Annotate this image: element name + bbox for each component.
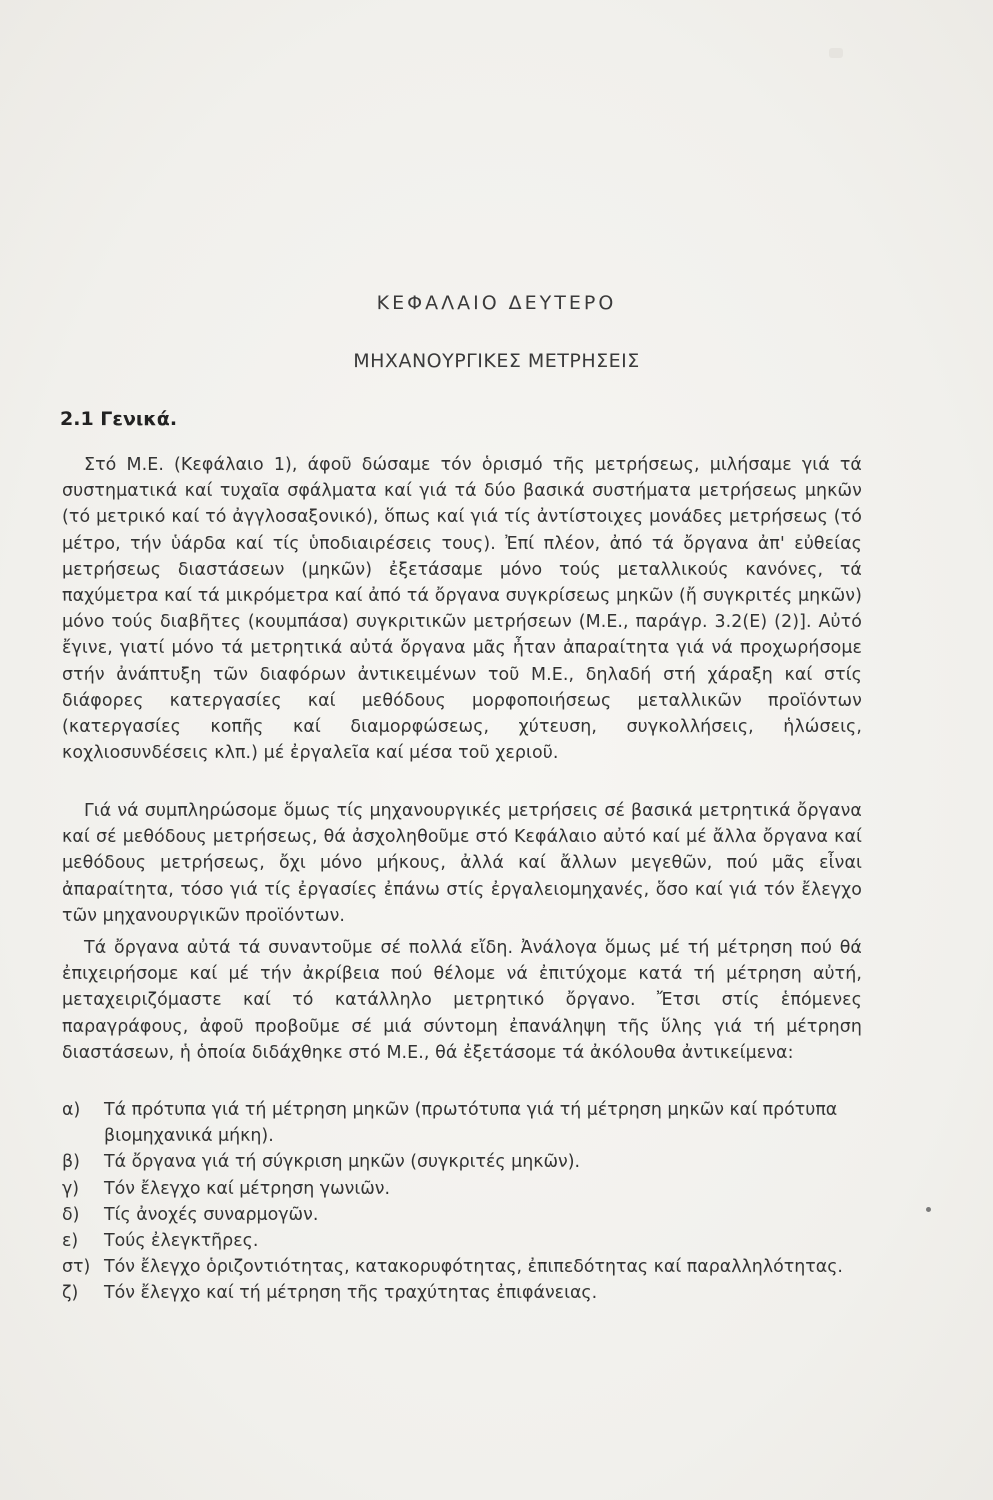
- paragraph-3: Τά ὄργανα αὐτά τά συναντοῦμε σέ πολλά εἴδη. Ἀνάλογα ὅμως μέ τή μέτρηση πού θά ἐπιχειρήσομε καί μέ τήν ἀκρίβεια πού θέλομε νά ἐπιτύχομε κατά τή μέτρηση αὐτή, μεταχειριζόμαστε καί τό κατάλληλο μετρητικό ὄργανο. Ἔτσι στίς ἑπόμενες παραγράφους, ἀφοῦ προβοῦμε σέ μιά σύντομη ἐπανάληψη τῆς ὕλης γιά τή μέτρηση διαστάσεων, ἡ ὁποία διδάχθηκε στό Μ.Ε., θά ἐξετάσομε τά ἀκόλουθα ἀντικείμενα:: [62, 938, 862, 1063]
- body-paragraph: [62, 798, 862, 929]
- list-item: [62, 1149, 862, 1175]
- section-heading: 2.1 Γενικά.: [60, 408, 178, 430]
- list-marker: α): [62, 1100, 81, 1120]
- list-marker: στ): [62, 1257, 91, 1278]
- chapter-title: ΜΗΧΑΝΟΥΡΓΙΚΕΣ ΜΕΤΡΗΣΕΙΣ: [353, 350, 640, 372]
- list-item-text: Τόν ἔλεγχο ὁριζοντιότητας, κατακορυφότητας, ἐπιπεδότητας καί παραλληλότητας.: [104, 1257, 843, 1278]
- body-paragraph: [62, 935, 862, 1066]
- list-marker: ε): [62, 1231, 79, 1252]
- list-item-text: Τά ὄργανα γιά τή σύγκριση μηκῶν (συγκριτές μηκῶν).: [104, 1152, 581, 1173]
- topic-list: [62, 1097, 862, 1307]
- paragraph-1: Στό Μ.Ε. (Κεφάλαιο 1), άφοῦ δώσαμε τόν ὁρισμό τῆς μετρήσεως, μιλήσαμε γιά τά συστηματικά καί τυχαῖα σφάλματα καί γιά τά δύο βασικά συστήματα μετρήσεως μηκῶν (τό μετρικό καί τό ἀγγλοσαξονικό), ὅπως καί γιά τίς ἀντίστοιχες μονάδες μετρήσεως (τό μέτρο, τήν ὑάρδα καί τίς ὑποδιαιρέσεις τους). Ἐπί πλέον, ἀπό τά ὄργανα ἀπ' εὐθείας μετρήσεως διαστάσεων (μηκῶν) ἐξετάσαμε μόνο τούς μεταλλικούς κανόνες, τά παχύμετρα καί τά μικρόμετρα καί ἀπό τά ὄργανα συγκρίσεως μηκῶν (ἤ συγκριτές μηκῶν) μόνο τούς διαβῆτες (κουμπάσα) συγκριτικῶν μετρήσεων (Μ.Ε., παράγρ. 3.2(Ε) (2)]. Αὐτό ἔγινε, γιατί μόνο τά μετρητικά αὐτά ὄργανα μᾶς ἦταν ἀπαραίτητα γιά νά προχωρήσομε στήν ἀνάπτυξη τῶν διαφόρων ἀντικειμένων τοῦ Μ.Ε., δηλαδή στή χάραξη καί στίς διάφορες κατεργασίες καί μεθόδους μορφοποιήσεως μεταλλικῶν προϊόντων (κατεργασίες κοπῆς καί διαμορφώσεως, χύτευση, συγκολλήσεις, ἡλώσεις, κοχλιοσυνδέσεις κλπ.) μέ ἐργαλεῖα καί μέσα τοῦ χεριοῦ.: [62, 455, 862, 764]
- list-item: [62, 1228, 862, 1254]
- list-item-text: Τούς ἐλεγκτῆρες.: [104, 1231, 259, 1252]
- list-item: [62, 1280, 862, 1306]
- list-marker: δ): [62, 1204, 80, 1225]
- list-marker: ζ): [62, 1283, 79, 1304]
- chapter-label: ΚΕΦΑΛΑΙΟ ΔΕΥΤΕΡΟ: [376, 292, 617, 314]
- body-paragraph: [62, 452, 862, 766]
- scan-dust-dot: [926, 1207, 931, 1212]
- list-item: [62, 1202, 862, 1228]
- list-marker: γ): [62, 1178, 80, 1199]
- list-item: [62, 1097, 862, 1149]
- list-item: [62, 1176, 862, 1202]
- list-item-text: Τά πρότυπα γιά τή μέτρηση μηκῶν (πρωτότυπα γιά τή μέτρηση μηκῶν καί πρότυπα βιομηχανικά μήκη).: [104, 1100, 838, 1147]
- list-item-text: Τίς ἀνοχές συναρμογῶν.: [104, 1204, 319, 1225]
- scan-artifact: [829, 48, 843, 58]
- list-item-text: Τόν ἔλεγχο καί τή μέτρηση τῆς τραχύτητας ἐπιφάνειας.: [104, 1283, 598, 1304]
- paragraph-2: Γιά νά συμπληρώσομε ὅμως τίς μηχανουργικές μετρήσεις σέ βασικά μετρητικά ὄργανα καί σέ μεθόδους μετρήσεως, θά ἀσχοληθοῦμε στό Κεφάλαιο αὐτό καί μέ ἄλλα ὄργανα καί μεθόδους μετρήσεως, ὄχι μόνο μήκους, ἀλλά καί ἄλλων μεγεθῶν, πού μᾶς εἶναι ἀπαραίτητα, τόσο γιά τίς ἐργασίες ἐπάνω στίς ἐργαλειομηχανές, ὅσο καί γιά τόν ἔλεγχο τῶν μηχανουργικῶν προϊόντων.: [62, 801, 862, 926]
- list-item-text: Τόν ἔλεγχο καί μέτρηση γωνιῶν.: [104, 1178, 391, 1199]
- list-item: [62, 1254, 862, 1280]
- list-marker: β): [62, 1152, 80, 1173]
